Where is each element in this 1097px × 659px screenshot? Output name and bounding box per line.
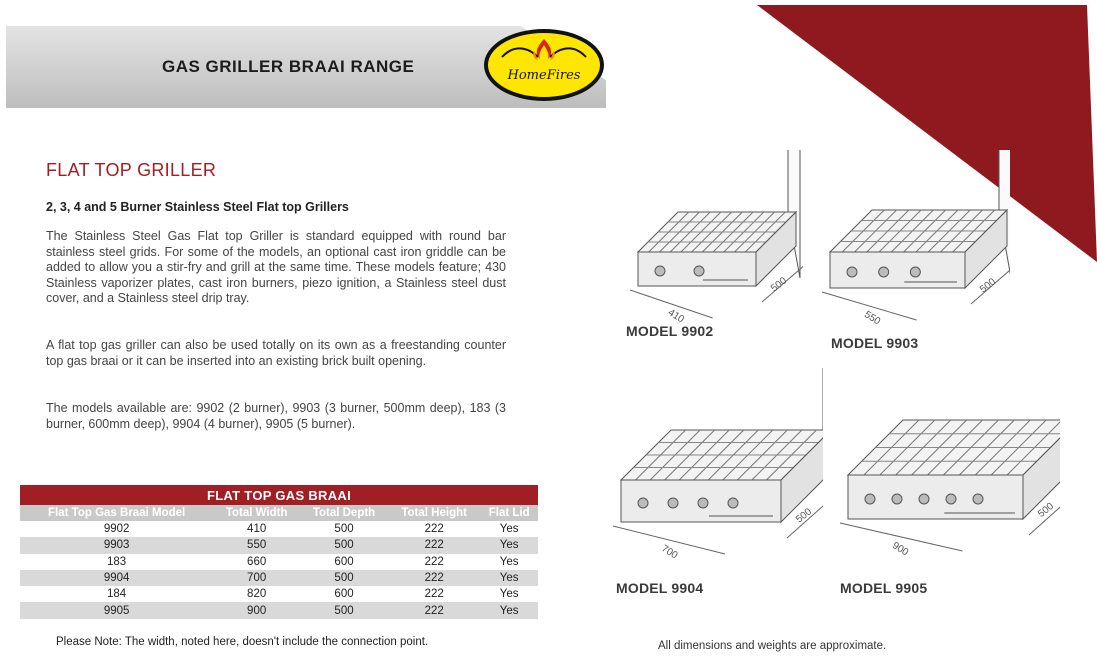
table-cell: 222 [388,586,480,602]
models-paragraph: The models available are: 9902 (2 burner), 9903 (3 burner, 500mm deep), 183 (3 burner, 600mm deep), 9904 (4 burner), 9905 (5 burner). [46,401,506,431]
table-cell: 222 [388,537,480,553]
table-cell: 660 [213,554,300,570]
table-cell: 222 [388,521,480,537]
table-cell: 222 [388,554,480,570]
knob-icon [879,267,889,277]
model-label-9905: MODEL 9905 [840,580,928,596]
model-label-9904: MODEL 9904 [616,580,704,596]
column-header: Total Width [213,505,300,521]
section-subtitle: 2, 3, 4 and 5 Burner Stainless Steel Flat top Grillers [46,200,349,214]
depth-dimension-label: 500 [794,506,814,526]
section-title: FLAT TOP GRILLER [46,160,217,180]
table-cell: Yes [480,602,538,618]
knob-icon [910,267,920,277]
table-row [20,570,538,586]
homefires-logo [482,27,606,103]
knob-icon [638,498,648,508]
description-paragraph: The Stainless Steel Gas Flat top Griller is standard equipped with round bar stainless steel grids. For some of the models, an optional cast iron griddle can be added to allow you a stir-fry and grill at the same time. These models feature; 430 Stainless vaporizer plates, cast iron burners, piezo ignition, a Stainless steel dust cover, and a Stainless steel drip tray. [46,229,506,305]
knob-icon [973,494,983,504]
table-cell: 410 [213,521,300,537]
knob-icon [865,494,875,504]
griller-drawing-9902 [603,150,803,325]
table-cell: Yes [480,586,538,602]
column-header: Total Height [388,505,480,521]
depth-dimension-label: 500 [1036,500,1056,520]
table-header-row [20,505,538,521]
table-row [20,602,538,618]
knob-icon [698,498,708,508]
table-cell: 550 [213,537,300,553]
table-cell: 9903 [20,537,213,553]
model-label-9903: MODEL 9903 [831,335,919,351]
table-cell: Yes [480,570,538,586]
table-row [20,537,538,553]
table-cell: 900 [213,602,300,618]
table-cell: 184 [20,586,213,602]
logo-text: HomeFires [507,68,581,83]
depth-dimension-label: 500 [978,276,998,296]
knob-icon [892,494,902,504]
table-cell: 820 [213,586,300,602]
table-cell: Yes [480,554,538,570]
knob-icon [847,267,857,277]
knob-icon [919,494,929,504]
model-label-9902: MODEL 9902 [626,323,714,339]
page-title: GAS GRILLER BRAAI RANGE [162,57,415,76]
table-cell: 600 [300,586,388,602]
column-header: Flat Top Gas Braai Model [20,505,213,521]
width-dimension-label: 410 [665,307,686,325]
table-cell: 500 [300,521,388,537]
table-cell: 600 [300,554,388,570]
table-cell: 500 [300,570,388,586]
column-header: Flat Lid [480,505,538,521]
table-cell: 9905 [20,602,213,618]
griller-drawing-9905 [810,350,1060,580]
knob-icon [728,498,738,508]
table-cell: 222 [388,602,480,618]
table-row [20,586,538,602]
table-row [20,521,538,537]
width-dimension-label: 550 [862,309,883,328]
table-cell: 500 [300,537,388,553]
griller-drawing-9903 [800,150,1010,340]
table-title: FLAT TOP GAS BRAAI [20,485,538,505]
width-dimension-label: 900 [890,540,911,559]
knob-icon [946,494,956,504]
table-cell: 9902 [20,521,213,537]
table-cell: 183 [20,554,213,570]
table-cell: 500 [300,602,388,618]
table-cell: Yes [480,521,538,537]
table-cell: 9904 [20,570,213,586]
usage-paragraph: A flat top gas griller can also be used totally on its own as a freestanding counter top gas braai or it can be inserted into an existing brick built opening. [46,338,506,368]
knob-icon [655,266,665,276]
table-row [20,554,538,570]
dimensions-note: All dimensions and weights are approximate. [658,640,887,652]
table-cell: Yes [480,537,538,553]
table-cell: 222 [388,570,480,586]
knob-icon [694,266,704,276]
table-cell: 700 [213,570,300,586]
knob-icon [668,498,678,508]
spec-table [20,485,538,619]
width-note: Please Note: The width, noted here, doesn't include the connection point. [56,636,429,648]
width-dimension-label: 700 [659,543,680,562]
column-header: Total Depth [300,505,388,521]
griller-drawing-9904 [583,368,823,578]
depth-dimension-label: 500 [769,275,789,295]
